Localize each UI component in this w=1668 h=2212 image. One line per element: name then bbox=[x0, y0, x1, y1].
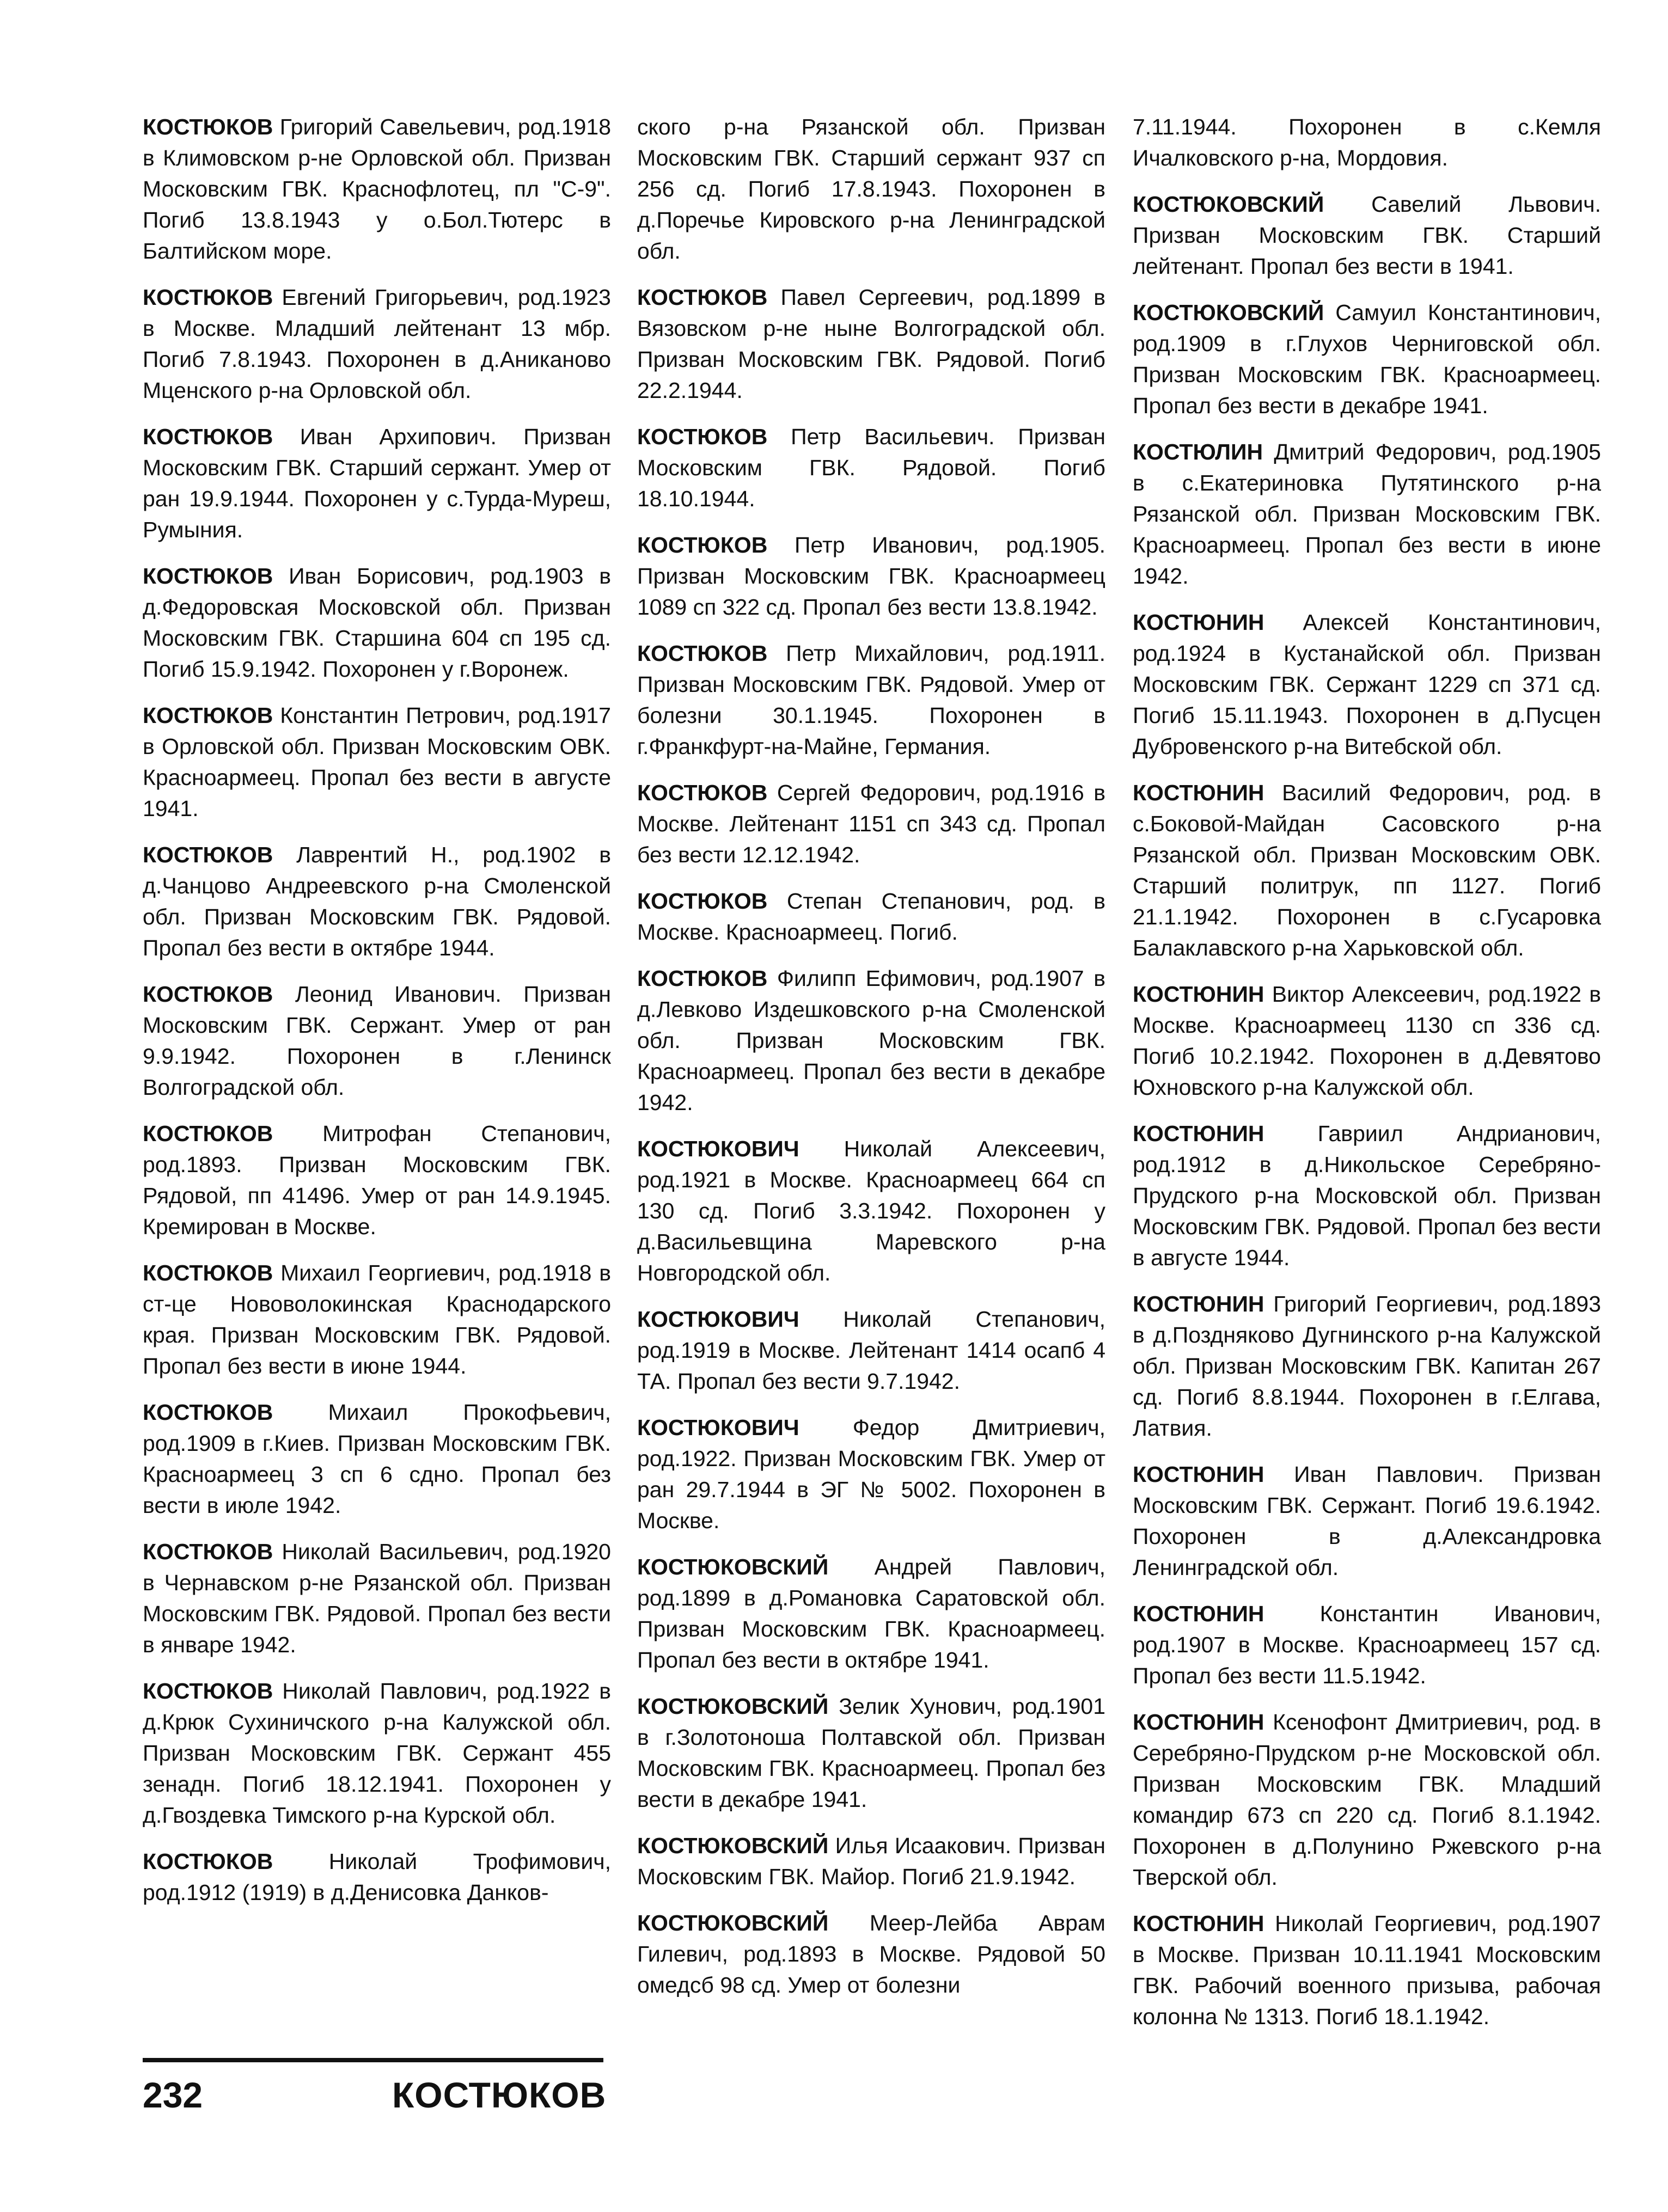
entry-surname: КОСТЮКОВ bbox=[637, 285, 768, 310]
entry-surname: КОСТЮКОВ bbox=[143, 1400, 273, 1425]
obituary-entry bbox=[1133, 1908, 1601, 2032]
entry-surname: КОСТЮНИН bbox=[1133, 1121, 1264, 1146]
entry-surname: КОСТЮНИН bbox=[1133, 1601, 1264, 1626]
obituary-entry-continuation bbox=[1133, 112, 1601, 174]
entry-surname: КОСТЮКОВСКИЙ bbox=[637, 1910, 829, 1935]
entry-surname: КОСТЮКОВ bbox=[143, 563, 273, 589]
entry-text: Степан Степанович, род. в Москве. Красноармеец. Погиб. bbox=[637, 889, 1105, 945]
entry-text: Федор Дмитриевич, род.1922. Призван Московским ГВК. Умер от ран 29.7.1944 в ЭГ № 5002. Похоронен в Москве. bbox=[637, 1415, 1105, 1533]
entry-text: Лаврентий Н., род.1902 в д.Чанцово Андреевского р-на Смоленской обл. Призван Московским ГВК. Рядовой. Пропал без вести в октябре 1944. bbox=[143, 842, 611, 960]
obituary-entry bbox=[1133, 1289, 1601, 1444]
entry-surname: КОСТЮКОВ bbox=[637, 424, 768, 449]
obituary-entry bbox=[637, 777, 1105, 871]
entry-text: Павел Сергеевич, род.1899 в Вязовском р-не ныне Волгоградской обл. Призван Московским ГВК. Рядовой. Погиб 22.2.1944. bbox=[637, 285, 1105, 403]
entry-surname: КОСТЮКОВСКИЙ bbox=[637, 1833, 829, 1858]
entry-surname: КОСТЮКОВСКИЙ bbox=[637, 1554, 829, 1579]
entry-text: Михаил Прокофьевич, род.1909 в г.Киев. Призван Московским ГВК. Красноармеец 3 сп 6 сдно. Пропал без вести в июле 1942. bbox=[143, 1400, 611, 1518]
entry-text: Савелий Львович. Призван Московским ГВК. Старший лейтенант. Пропал без вести в 1941. bbox=[1133, 192, 1601, 279]
entry-surname: КОСТЮКОВ bbox=[637, 966, 768, 991]
entry-surname: КОСТЮКОВ bbox=[143, 1849, 273, 1874]
obituary-entry bbox=[1133, 297, 1601, 421]
entry-surname: КОСТЮКОВ bbox=[637, 641, 768, 666]
obituary-entry bbox=[143, 700, 611, 824]
entry-text: Константин Иванович, род.1907 в Москве. Красноармеец 157 сд. Пропал без вести 11.5.1942. bbox=[1133, 1601, 1601, 1688]
entry-text: Николай Георгиевич, род.1907 в Москве. Призван 10.11.1941 Московским ГВК. Рабочий военного призыва, рабочая колонна № 1313. Погиб 18.1.1942. bbox=[1133, 1911, 1601, 2029]
entry-text: Николай Степанович, род.1919 в Москве. Лейтенант 1414 осапб 4 ТА. Пропал без вести 9.7.1942. bbox=[637, 1307, 1105, 1394]
entry-text: Петр Михайлович, род.1911. Призван Московским ГВК. Рядовой. Умер от болезни 30.1.1945. Похоронен в г.Франкфурт-на-Майне, Германия. bbox=[637, 641, 1105, 759]
obituary-entry bbox=[143, 1397, 611, 1521]
obituary-entry bbox=[637, 1908, 1105, 2001]
entry-text: Константин Петрович, род.1917 в Орловской обл. Призван Московским ОВК. Красноармеец. Пропал без вести в августе 1941. bbox=[143, 703, 611, 821]
entry-surname: КОСТЮНИН bbox=[1133, 1911, 1264, 1936]
entry-text: Сергей Федорович, род.1916 в Москве. Лейтенант 1151 сп 343 сд. Пропал без вести 12.12.1942. bbox=[637, 780, 1105, 867]
entry-text: Василий Федорович, род. в с.Боковой-Майдан Сасовского р-на Рязанской обл. Призван Московским ОВК. Старший политрук, пп 1127. Погиб 21.1.1942. Похоронен в с.Гусаровка Балаклавского р-на Харьковской обл. bbox=[1133, 780, 1601, 960]
entry-surname: КОСТЮКОВИЧ bbox=[637, 1136, 799, 1161]
entry-surname: КОСТЮКОВ bbox=[143, 982, 273, 1007]
obituary-entry bbox=[143, 1676, 611, 1831]
entry-text: Николай Трофимович, род.1912 (1919) в д.Денисовка Данков- bbox=[143, 1849, 611, 1905]
entry-text: Зелик Хунович, род.1901 в г.Золотоноша Полтавской обл. Призван Московским ГВК. Красноармеец. Пропал без вести в декабре 1941. bbox=[637, 1694, 1105, 1812]
entry-surname: КОСТЮКОВ bbox=[143, 1260, 273, 1285]
entry-surname: КОСТЮКОВ bbox=[143, 1678, 273, 1704]
obituary-entry bbox=[1133, 607, 1601, 762]
entry-surname: КОСТЮКОВ bbox=[143, 842, 273, 867]
entry-text: Митрофан Степанович, род.1893. Призван Московским ГВК. Рядовой, пп 41496. Умер от ран 14.9.1945. Кремирован в Москве. bbox=[143, 1121, 611, 1239]
entry-text: Николай Алексеевич, род.1921 в Москве. Красноармеец 664 сп 130 сд. Погиб 3.3.1942. Похоронен у д.Васильевщина Маревского р-на Новгородской обл. bbox=[637, 1136, 1105, 1285]
obituary-entry bbox=[1133, 1459, 1601, 1583]
obituary-entry bbox=[143, 1258, 611, 1382]
obituary-entry bbox=[143, 979, 611, 1103]
obituary-entry bbox=[637, 1304, 1105, 1397]
entry-text: Ксенофонт Дмитриевич, род. в Серебряно-Прудском р-не Московской обл. Призван Московским ГВК. Младший командир 673 сп 220 сд. Погиб 8.1.1942. Похоронен в д.Полунино Ржевского р-на Тверской обл. bbox=[1133, 1709, 1601, 1890]
entry-surname: КОСТЮКОВСКИЙ bbox=[1133, 192, 1324, 217]
entry-text: Николай Васильевич, род.1920 в Чернавском р-не Рязанской обл. Призван Московским ГВК. Рядовой. Пропал без вести в январе 1942. bbox=[143, 1539, 611, 1657]
obituary-entry bbox=[143, 1536, 611, 1660]
obituary-entry bbox=[637, 1412, 1105, 1536]
entry-surname: КОСТЮНИН bbox=[1133, 780, 1264, 805]
obituary-entry bbox=[1133, 437, 1601, 592]
obituary-entry bbox=[637, 421, 1105, 514]
obituary-entry bbox=[637, 530, 1105, 623]
obituary-entry bbox=[1133, 1598, 1601, 1692]
entry-text: Самуил Константинович, род.1909 в г.Глухов Черниговской обл. Призван Московским ГВК. Красноармеец. Пропал без вести в декабре 1941. bbox=[1133, 300, 1601, 418]
entry-text: Андрей Павлович, род.1899 в д.Романовка Саратовской обл. Призван Московским ГВК. Красноармеец. Пропал без вести в октябре 1941. bbox=[637, 1554, 1105, 1672]
obituary-entry bbox=[637, 1691, 1105, 1815]
footer-rule bbox=[143, 2058, 603, 2062]
obituary-entry bbox=[637, 1552, 1105, 1676]
entry-surname: КОСТЮКОВ bbox=[143, 1121, 273, 1146]
obituary-entry bbox=[637, 1133, 1105, 1289]
entry-text: Филипп Ефимович, род.1907 в д.Левково Издешковского р-на Смоленской обл. Призван Московским ГВК. Красноармеец. Пропал без вести в декабре 1942. bbox=[637, 966, 1105, 1115]
entry-text: Гавриил Андрианович, род.1912 в д.Никольское Серебряно-Прудского р-на Московской обл. Призван Московским ГВК. Рядовой. Пропал без вести в августе 1944. bbox=[1133, 1121, 1601, 1270]
entry-text: Иван Архипович. Призван Московским ГВК. Старший сержант. Умер от ран 19.9.1944. Похоронен у с.Турда-Муреш, Румыния. bbox=[143, 424, 611, 542]
entry-text: Петр Иванович, род.1905. Призван Московским ГВК. Красноармеец 1089 сп 322 сд. Пропал без вести 13.8.1942. bbox=[637, 532, 1105, 620]
entry-surname: КОСТЮКОВСКИЙ bbox=[1133, 300, 1324, 325]
entry-text: 7.11.1944. Похоронен в с.Кемля Ичалковского р-на, Мордовия. bbox=[1133, 114, 1601, 170]
entry-text: Илья Исаакович. Призван Московским ГВК. Майор. Погиб 21.9.1942. bbox=[637, 1833, 1105, 1889]
entry-surname: КОСТЮКОВ bbox=[637, 532, 768, 557]
entry-text: Меер-Лейба Аврам Гилевич, род.1893 в Москве. Рядовой 50 омедсб 98 сд. Умер от болезни bbox=[637, 1910, 1105, 1997]
obituary-entry bbox=[637, 1830, 1105, 1892]
obituary-entry bbox=[637, 886, 1105, 948]
entry-surname: КОСТЮНИН bbox=[1133, 1291, 1264, 1316]
entry-surname: КОСТЮКОВСКИЙ bbox=[637, 1694, 829, 1719]
entry-surname: КОСТЮЛИН bbox=[1133, 439, 1263, 464]
obituary-entry bbox=[143, 840, 611, 964]
entry-text: Дмитрий Федорович, род.1905 в с.Екатериновка Путятинского р-на Рязанской обл. Призван Московским ГВК. Красноармеец. Пропал без вести в июне 1942. bbox=[1133, 439, 1601, 589]
entry-surname: КОСТЮКОВ bbox=[143, 1539, 273, 1564]
entry-surname: КОСТЮНИН bbox=[1133, 610, 1264, 635]
page-number: 232 bbox=[143, 2075, 203, 2115]
entry-surname: КОСТЮКОВ bbox=[143, 114, 273, 139]
obituary-entry bbox=[1133, 979, 1601, 1103]
obituary-entry bbox=[1133, 189, 1601, 282]
obituary-entry-continuation bbox=[637, 112, 1105, 267]
column-1 bbox=[143, 112, 611, 1923]
entry-surname: КОСТЮКОВ bbox=[637, 889, 768, 914]
entry-text: Иван Борисович, род.1903 в д.Федоровская Московской обл. Призван Московским ГВК. Старшина 604 сп 195 сд. Погиб 15.9.1942. Похоронен у г.Воронеж. bbox=[143, 563, 611, 682]
obituary-entry bbox=[143, 112, 611, 267]
entry-surname: КОСТЮКОВ bbox=[143, 285, 273, 310]
entry-text: Михаил Георгиевич, род.1918 в ст-це Нововолокинская Краснодарского края. Призван Московским ГВК. Рядовой. Пропал без вести в июне 1944. bbox=[143, 1260, 611, 1378]
entry-text: Петр Васильевич. Призван Московским ГВК. Рядовой. Погиб 18.10.1944. bbox=[637, 424, 1105, 511]
obituary-entry bbox=[637, 963, 1105, 1118]
entry-text: Николай Павлович, род.1922 в д.Крюк Сухиничского р-на Калужской обл. Призван Московским ГВК. Сержант 455 зенадн. Погиб 18.12.1941. Похоронен у д.Гвоздевка Тимского р-на Курской обл. bbox=[143, 1678, 611, 1828]
obituary-entry bbox=[143, 282, 611, 406]
column-2 bbox=[637, 112, 1105, 2016]
running-head: КОСТЮКОВ bbox=[392, 2075, 607, 2115]
entry-text: ского р-на Рязанской обл. Призван Московским ГВК. Старший сержант 937 сп 256 сд. Погиб 17.8.1943. Похоронен в д.Поречье Кировского р-на Ленинградской обл. bbox=[637, 114, 1105, 264]
obituary-entry bbox=[143, 1846, 611, 1908]
entry-text: Иван Павлович. Призван Московским ГВК. Сержант. Погиб 19.6.1942. Похоронен в д.Александровка Ленинградской обл. bbox=[1133, 1462, 1601, 1580]
entry-text: Евгений Григорьевич, род.1923 в Москве. Младший лейтенант 13 мбр. Погиб 7.8.1943. Похоронен в д.Аниканово Мценского р-на Орловской обл. bbox=[143, 285, 611, 403]
obituary-entry bbox=[1133, 1707, 1601, 1893]
obituary-entry bbox=[1133, 1118, 1601, 1273]
obituary-entry bbox=[637, 638, 1105, 762]
entry-text: Григорий Георгиевич, род.1893 в д.Поздняково Дугнинского р-на Калужской обл. Призван Московским ГВК. Капитан 267 сд. Погиб 8.8.1944. Похоронен в г.Елгава, Латвия. bbox=[1133, 1291, 1601, 1441]
entry-surname: КОСТЮКОВИЧ bbox=[637, 1415, 799, 1440]
entry-surname: КОСТЮНИН bbox=[1133, 982, 1264, 1007]
entry-text: Алексей Константинович, род.1924 в Кустанайской обл. Призван Московским ГВК. Сержант 1229 сп 371 сд. Погиб 15.11.1943. Похоронен в д.Пусцен Дубровенского р-на Витебской обл. bbox=[1133, 610, 1601, 759]
entry-text: Леонид Иванович. Призван Московским ГВК. Сержант. Умер от ран 9.9.1942. Похоронен в г.Ленинск Волгоградской обл. bbox=[143, 982, 611, 1100]
obituary-entry bbox=[143, 1118, 611, 1242]
entry-surname: КОСТЮНИН bbox=[1133, 1462, 1264, 1487]
entry-surname: КОСТЮКОВ bbox=[143, 424, 273, 449]
entry-text: Григорий Савельевич, род.1918 в Климовском р-не Орловской обл. Призван Московским ГВК. Краснофлотец, пл "С-9". Погиб 13.8.1943 у о.Бол.Тютерс в Балтийском море. bbox=[143, 114, 611, 264]
entry-text: Виктор Алексеевич, род.1922 в Москве. Красноармеец 1130 сп 336 сд. Погиб 10.2.1942. Похоронен в д.Девятово Юхновского р-на Калужской обл. bbox=[1133, 982, 1601, 1100]
entry-surname: КОСТЮКОВ bbox=[143, 703, 273, 728]
entry-surname: КОСТЮКОВИЧ bbox=[637, 1307, 799, 1332]
entry-surname: КОСТЮНИН bbox=[1133, 1709, 1264, 1735]
obituary-entry bbox=[637, 282, 1105, 406]
column-3 bbox=[1133, 112, 1601, 2048]
obituary-entry bbox=[143, 561, 611, 685]
entry-surname: КОСТЮКОВ bbox=[637, 780, 768, 805]
obituary-entry bbox=[1133, 777, 1601, 964]
obituary-entry bbox=[143, 421, 611, 546]
